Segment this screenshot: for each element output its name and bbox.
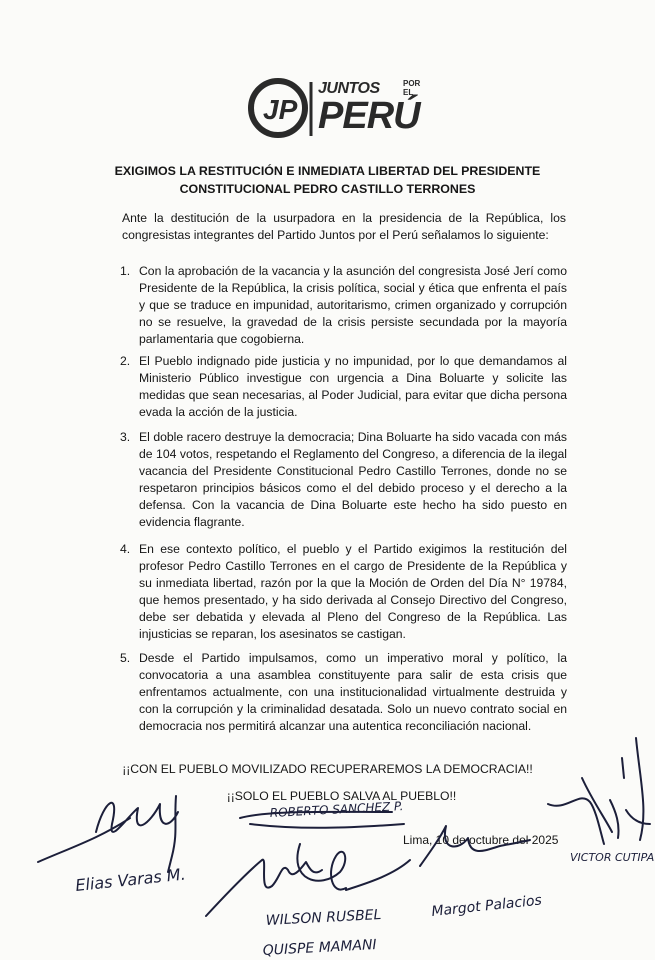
item-number: 1.	[120, 264, 131, 278]
intro-paragraph: Ante la destitución de la usurpadora en la presidencia de la República, los congresistas integrantes del Partido Juntos por el Perú señalamos lo siguiente:	[122, 211, 566, 242]
list-item	[120, 353, 567, 421]
signature-wilson-line2: QUISPE MAMANI	[262, 937, 377, 959]
signature-roberto: ROBERTO SANCHEZ P.	[269, 799, 404, 820]
logo-text-porel: POR EL	[403, 79, 421, 97]
slogan-pueblo: ¡¡SOLO EL PUEBLO SALVA AL PUEBLO!!	[226, 789, 457, 803]
item-text: En ese contexto político, el pueblo y el Partido exigimos la restitución del profesor Pedro Castillo Terrones en el cargo de Presidente de la República y su inmediata libertad, razón por la que la Moción de Orden del Día N° 19784, que hemos presentado, y ha sido derivada al Consejo Directivo del Congreso, debe ser debatida y elevada al Pleno del Congreso de la República. Las injusticias se reparan, los asesinatos se castigan.	[139, 542, 567, 641]
signature-wilson-line1: WILSON RUSBEL	[265, 906, 382, 929]
list-item	[120, 263, 567, 348]
signature-victor-tick	[622, 758, 624, 778]
logo-text-peru: PERÚ	[318, 95, 420, 137]
item-number: 2.	[120, 354, 131, 368]
item-text: Con la aprobación de la vacancia y la asunción del congresista José Jerí como Presidente de la República, la crisis política, social y ética que enfrenta el país y que se traduce en impunidad, autoritarismo, crimen organizado y corrupción no se resuelve, la gravedad de la crisis persiste secundada por la mayoría parlamentaria que cogobierna.	[139, 264, 567, 346]
item-text: Desde el Partido impulsamos, como un imperativo moral y político, la convocatoria a una asamblea constituyente para salir de esta crisis que enfrentamos actualmente, con una institucionalidad virtualmente destruida y con la corrupción y la criminalidad desatada. Solo un nuevo contrato social en democracia nos permitirá alcanzar una autentica reconciliación nacional.	[139, 651, 567, 733]
signature-margot: Margot Palacios	[430, 892, 543, 920]
list-item	[120, 429, 567, 531]
list-item	[120, 541, 567, 643]
signature-victor-stroke	[548, 738, 650, 844]
item-number: 5.	[120, 651, 131, 665]
item-text: El doble racero destruye la democracia; Dina Boluarte ha sido vacada con más de 104 votos, respetando el Reglamento del Congreso, a diferencia de la ilegal vacancia del Presidente Constitucional Pedro Castillo Terrones, donde no se respetaron principios básicos como el del debido proceso y el derecho a la defensa. Con la vacancia de Dina Boluarte este hecho ha sido puesto en evidencia flagrante.	[139, 430, 567, 529]
item-text: El Pueblo indignado pide justicia y no impunidad, por lo que demandamos al Ministerio Público investigue con urgencia a Dina Boluarte y solicite las medidas que sean necesarias, al Poder Judicial, para evitar que dicha persona evada la acción de la justicia.	[139, 354, 567, 419]
signature-elias-stroke	[38, 796, 178, 872]
logo-monogram: JP	[263, 94, 298, 125]
item-number: 4.	[120, 542, 131, 556]
title-line-1: EXIGIMOS LA RESTITUCIÓN E INMEDIATA LIBERTAD DEL PRESIDENTE	[114, 164, 541, 178]
signatures-area	[0, 720, 655, 960]
item-number: 3.	[120, 430, 131, 444]
slogan-democracia: ¡¡CON EL PUEBLO MOVILIZADO RECUPERAREMOS LA DEMOCRACIA!!	[122, 762, 533, 776]
logo-text-juntos: JUNTOS	[318, 80, 380, 97]
signature-margot-stroke	[420, 826, 530, 866]
title-line-2: CONSTITUCIONAL PEDRO CASTILLO TERRONES	[179, 182, 476, 196]
signature-elias: Elias Varas M.	[74, 864, 187, 895]
document-date: Lima, 10 de octubre del 2025	[403, 833, 559, 847]
signature-victor: VICTOR CUTIPA	[570, 851, 655, 864]
document-title	[60, 162, 595, 198]
signature-wilson-stroke	[206, 844, 410, 916]
